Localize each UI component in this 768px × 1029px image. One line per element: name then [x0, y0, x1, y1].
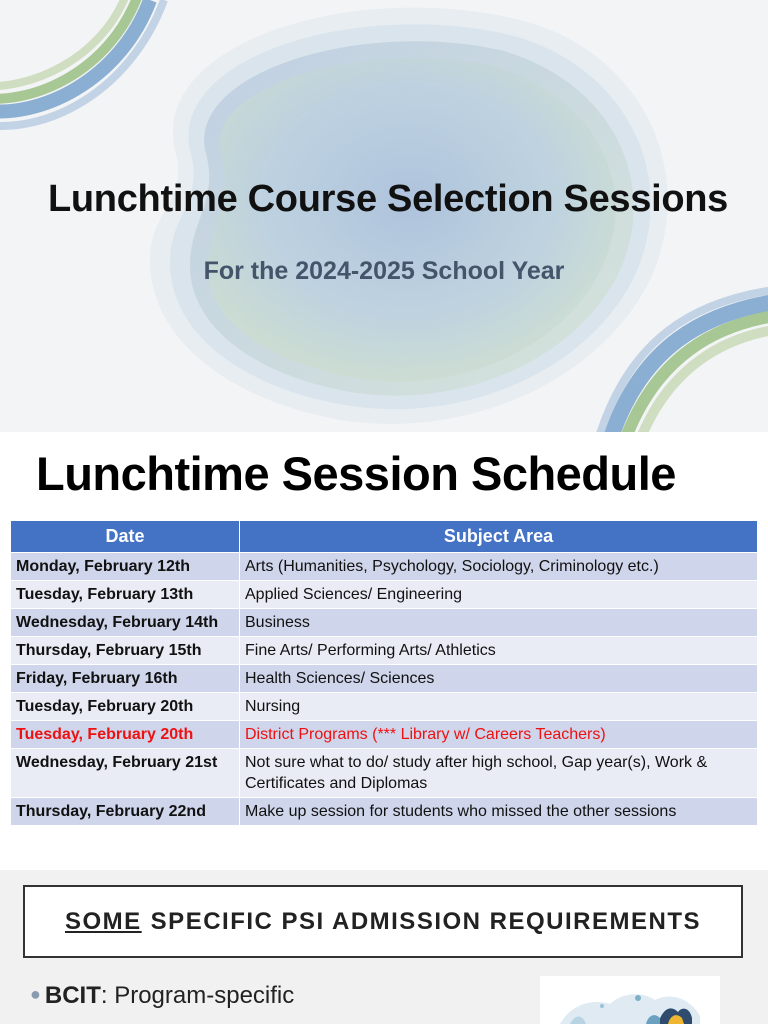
psi-heading-emphasis: SOME: [64, 907, 142, 935]
psi-requirements-slide: [0, 870, 768, 1024]
row-subject: Fine Arts/ Performing Arts/ Athletics: [240, 637, 758, 665]
schedule-table: [10, 520, 758, 826]
row-date: Thursday, February 22nd: [11, 798, 240, 826]
psi-heading-text: SPECIFIC PSI ADMISSION REQUIREMENTS: [150, 907, 702, 935]
row-date: Tuesday, February 13th: [11, 581, 240, 609]
schedule-slide: [0, 432, 768, 870]
bullet-item: [30, 982, 294, 1010]
illustration-image: [540, 976, 720, 1024]
row-date: Wednesday, February 21st: [11, 749, 240, 798]
table-row: [11, 553, 758, 581]
schedule-title: Lunchtime Session Schedule: [36, 447, 676, 500]
column-header-subject: Subject Area: [240, 521, 758, 553]
row-date: Tuesday, February 20th: [11, 693, 240, 721]
row-date: Wednesday, February 14th: [11, 609, 240, 637]
bullet-text: : Program-specific: [100, 982, 295, 1009]
table-row: [11, 749, 758, 798]
row-subject: Not sure what to do/ study after high school, Gap year(s), Work & Certificates and Diplomas: [240, 749, 758, 798]
column-header-date: Date: [11, 521, 240, 553]
title-slide: [0, 0, 768, 432]
row-subject: Applied Sciences/ Engineering: [240, 581, 758, 609]
table-row: [11, 637, 758, 665]
slide-title: Lunchtime Course Selection Sessions: [47, 178, 728, 220]
top-left-arcs: [0, 0, 164, 126]
row-date: Friday, February 16th: [11, 665, 240, 693]
table-row: [11, 693, 758, 721]
decorative-illustration: [540, 976, 720, 1024]
table-row: [11, 798, 758, 826]
row-subject: Business: [240, 609, 758, 637]
row-subject: Arts (Humanities, Psychology, Sociology, Criminology etc.): [240, 553, 758, 581]
row-date: Monday, February 12th: [11, 553, 240, 581]
table-row: [11, 581, 758, 609]
bullet-dot-icon: ●: [30, 984, 41, 1004]
row-subject: Nursing: [240, 693, 758, 721]
table-row-highlighted: [11, 721, 758, 749]
psi-heading-box: [23, 885, 743, 958]
row-date: Tuesday, February 20th: [11, 721, 240, 749]
slide-subtitle: For the 2024-2025 School Year: [203, 257, 565, 285]
row-subject: District Programs (*** Library w/ Careers Teachers): [240, 721, 758, 749]
table-row: [11, 665, 758, 693]
row-subject: Health Sciences/ Sciences: [240, 665, 758, 693]
table-header-row: [11, 521, 758, 553]
row-subject: Make up session for students who missed the other sessions: [240, 798, 758, 826]
table-row: [11, 609, 758, 637]
row-date: Thursday, February 15th: [11, 637, 240, 665]
bullet-bold-text: BCIT: [44, 982, 101, 1009]
